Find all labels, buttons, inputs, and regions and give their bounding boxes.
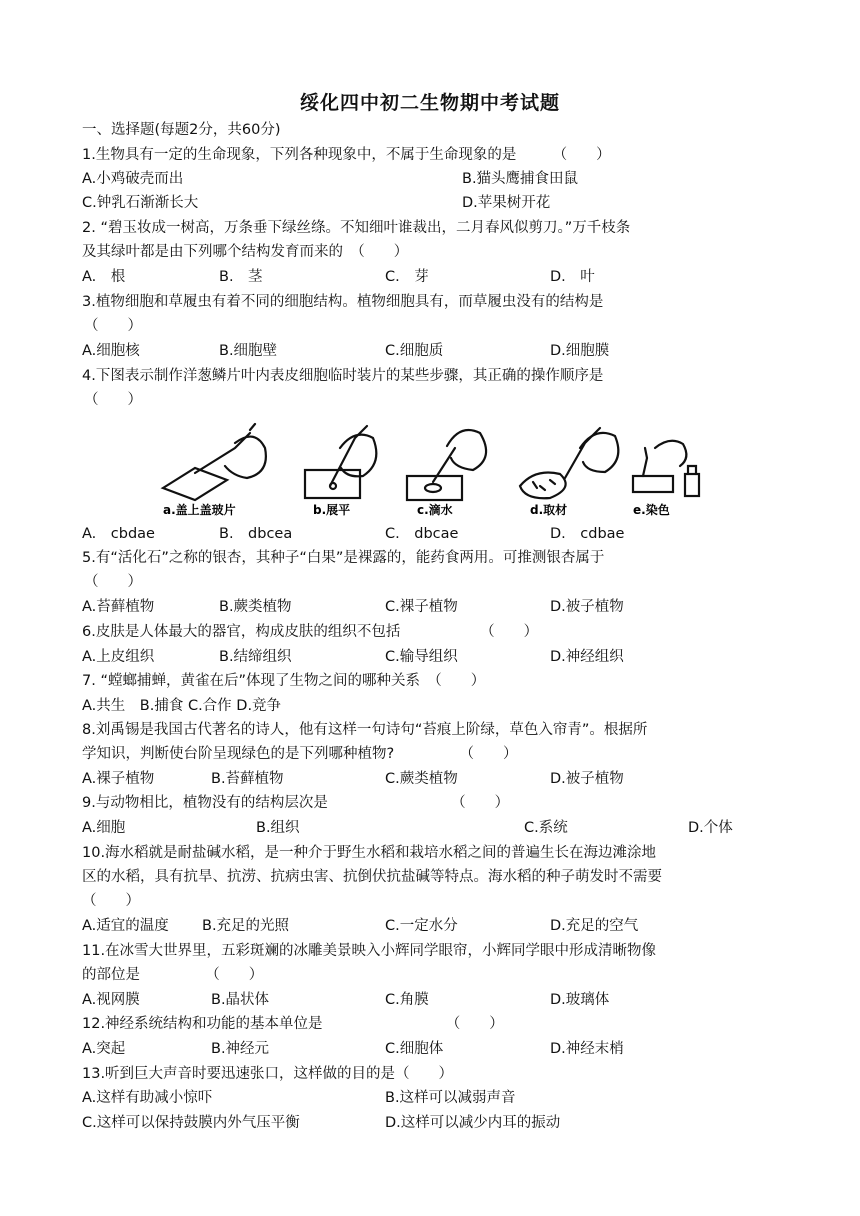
section-heading: 一、选择题(每题2分，共60分) (82, 122, 281, 138)
q12-option-c: C.细胞体 (385, 1041, 444, 1057)
q13-stem: 13.听到巨大声音时要迅速张口，这样做的目的是（ ） (82, 1066, 454, 1082)
q1-stem: 1.生物具有一定的生命现象，下列各种现象中，不属于生命现象的是 （ ） (82, 147, 611, 163)
q10-option-b: B.充足的光照 (202, 918, 290, 934)
q5-option-a: A.苔藓植物 (82, 599, 155, 615)
q5-stem-line1: 5.有“活化石”之称的银杏，其种子“白果”是裸露的，能药食两用。可推测银杏属于 (82, 550, 605, 566)
q8-option-b: B.苔藓植物 (211, 771, 284, 787)
step-a-illustration (163, 424, 266, 500)
q9-option-b: B.组织 (256, 820, 300, 836)
q10-stem-line1: 10.海水稻就是耐盐碱水稻，是一种介于野生水稻和栽培水稻之间的普遍生长在海边滩涂地 (82, 845, 657, 861)
q11-option-a: A.视网膜 (82, 992, 140, 1008)
q12-option-b: B.神经元 (211, 1041, 270, 1057)
q7-stem: 7. “螳螂捕蝉，黄雀在后”体现了生物之间的哪种关系 （ ） (82, 673, 486, 689)
q8-option-c: C.蕨类植物 (385, 771, 458, 787)
step-b-illustration (305, 426, 376, 498)
q11-option-d: D.玻璃体 (550, 992, 610, 1008)
q10-stem-line2: 区的水稻，具有抗旱、抗涝、抗病虫害、抗倒伏抗盐碱等特点。海水稻的种子萌发时不需要 (82, 869, 662, 885)
q3-option-b: B.细胞壁 (219, 343, 278, 359)
q3-option-d: D.细胞膜 (550, 343, 610, 359)
q13-option-a: A.这样有助减小惊吓 (82, 1090, 213, 1106)
q1-option-c: C.钟乳石渐渐长大 (82, 195, 199, 211)
q9-option-d: D.个体 (688, 820, 733, 836)
q2-option-d: D. 叶 (550, 269, 595, 285)
q13-option-c: C.这样可以保持鼓膜内外气压平衡 (82, 1115, 300, 1131)
q12-option-d: D.神经末梢 (550, 1041, 624, 1057)
q10-stem-line3: （ ） (82, 893, 140, 909)
q1-option-a: A.小鸡破壳而出 (82, 171, 184, 187)
q4-stem-line2: （ ） (84, 392, 142, 408)
q11-option-c: C.角膜 (385, 992, 429, 1008)
q3-option-c: C.细胞质 (385, 343, 444, 359)
fig-label-a: a.盖上盖玻片 (163, 503, 236, 517)
step-c-illustration (407, 430, 486, 500)
q3-stem-line1: 3.植物细胞和草履虫有着不同的细胞结构。植物细胞具有，而草履虫没有的结构是 (82, 294, 604, 310)
q11-stem-line2: 的部位是 （ ） (82, 967, 264, 983)
slide-preparation-figure (155, 418, 715, 518)
q5-option-c: C.裸子植物 (385, 599, 458, 615)
q5-option-d: D.被子植物 (550, 599, 624, 615)
q4-stem-line1: 4.下图表示制作洋葱鳞片叶内表皮细胞临时装片的某些步骤，其正确的操作顺序是 (82, 368, 604, 384)
q9-option-a: A.细胞 (82, 820, 126, 836)
step-e-illustration (633, 441, 699, 496)
fig-label-b: b.展平 (313, 503, 351, 517)
q9-stem: 9.与动物相比，植物没有的结构层次是 （ ） (82, 795, 510, 811)
q10-option-a: A.适宜的温度 (82, 918, 169, 934)
q10-option-c: C.一定水分 (385, 918, 458, 934)
fig-label-d: d.取材 (530, 503, 568, 517)
q6-option-b: B.结缔组织 (219, 649, 292, 665)
q13-option-b: B.这样可以减弱声音 (385, 1090, 516, 1106)
fig-label-c: c.滴水 (417, 503, 453, 517)
q6-option-d: D.神经组织 (550, 649, 624, 665)
q8-option-a: A.裸子植物 (82, 771, 155, 787)
q8-option-d: D.被子植物 (550, 771, 624, 787)
q2-option-c: C. 芽 (385, 269, 429, 285)
q6-option-a: A.上皮组织 (82, 649, 155, 665)
q10-option-d: D.充足的空气 (550, 918, 639, 934)
q4-option-c: C. dbcae (385, 526, 459, 542)
q1-option-b: B.猫头鹰捕食田鼠 (462, 171, 579, 187)
q11-stem-line1: 11.在冰雪大世界里，五彩斑斓的冰雕美景映入小辉同学眼帘，小辉同学眼中形成清晰物像 (82, 943, 657, 959)
q11-option-b: B.晶状体 (211, 992, 270, 1008)
q4-option-a: A. cbdae (82, 526, 155, 542)
q2-option-b: B. 茎 (219, 269, 263, 285)
q2-stem-line1: 2. “碧玉妆成一树高，万条垂下绿丝绦。不知细叶谁裁出，二月春风似剪刀。”万千枝条 (82, 220, 631, 236)
q2-stem-line2: 及其绿叶都是由下列哪个结构发育而来的 （ ） (82, 244, 409, 260)
fig-label-e: e.染色 (633, 503, 670, 517)
q12-option-a: A.突起 (82, 1041, 126, 1057)
q1-option-d: D.苹果树开花 (462, 195, 551, 211)
q5-option-b: B.蕨类植物 (219, 599, 292, 615)
q3-stem-line2: （ ） (84, 318, 142, 334)
q6-stem: 6.皮肤是人体最大的器官，构成皮肤的组织不包括 （ ） (82, 624, 539, 640)
q13-option-d: D.这样可以减少内耳的振动 (385, 1115, 561, 1131)
q9-option-c: C.系统 (524, 820, 568, 836)
q2-option-a: A. 根 (82, 269, 126, 285)
step-d-illustration (520, 428, 618, 498)
q4-option-b: B. dbcea (219, 526, 293, 542)
q8-stem-line2: 学知识，判断使台阶呈现绿色的是下列哪种植物? （ ） (82, 746, 518, 762)
q8-stem-line1: 8.刘禹锡是我国古代著名的诗人，他有这样一句诗句“苔痕上阶绿，草色入帘青”。根据所 (82, 722, 648, 738)
q12-stem: 12.神经系统结构和功能的基本单位是 （ ） (82, 1016, 504, 1032)
q6-option-c: C.输导组织 (385, 649, 458, 665)
exam-title: 绥化四中初二生物期中考试题 (299, 92, 560, 114)
q7-options: A.共生 B.捕食 C.合作 D.竞争 (82, 698, 282, 714)
q4-option-d: D. cdbae (550, 526, 625, 542)
q3-option-a: A.细胞核 (82, 343, 140, 359)
q5-stem-line2: （ ） (84, 574, 142, 590)
